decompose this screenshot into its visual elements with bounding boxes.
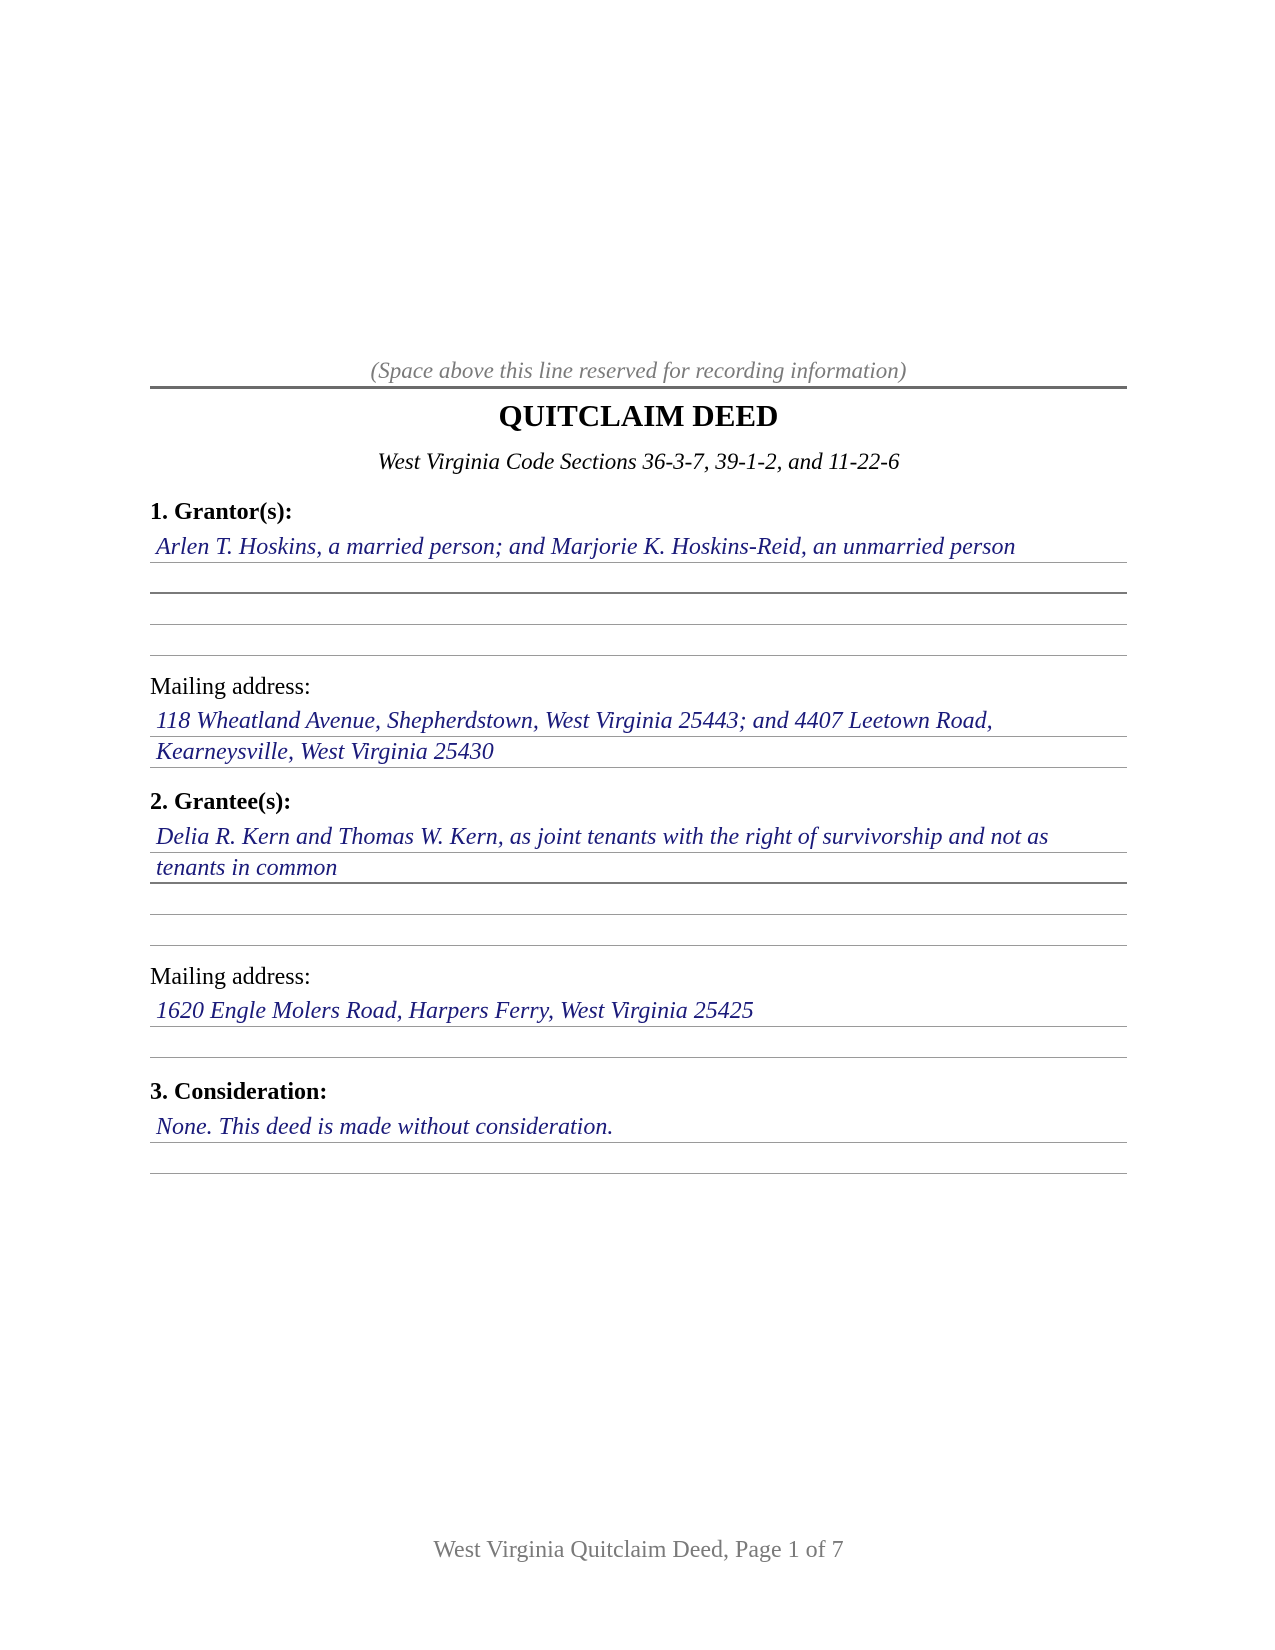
consideration-heading: 3. Consideration: bbox=[150, 1079, 328, 1105]
recording-reserved-note: (Space above this line reserved for recording information) bbox=[370, 358, 907, 383]
grantee-address-field[interactable] bbox=[150, 996, 1127, 1058]
grantor-names-field[interactable] bbox=[150, 532, 1127, 656]
document-title: QUITCLAIM DEED bbox=[498, 398, 779, 433]
consideration-text: None. This deed is made without consideration. bbox=[156, 1114, 614, 1140]
page-footer: West Virginia Quitclaim Deed, Page 1 of 7 bbox=[433, 1537, 844, 1563]
grantee-names-line2: tenants in common bbox=[156, 855, 338, 881]
grantor-address-line2: Kearneysville, West Virginia 25430 bbox=[156, 739, 494, 765]
grantee-names-line1: Delia R. Kern and Thomas W. Kern, as joint tenants with the right of survivorship and not as bbox=[156, 824, 1049, 850]
recording-divider bbox=[150, 386, 1127, 389]
grantee-names-field[interactable] bbox=[150, 822, 1127, 946]
blank-line bbox=[150, 625, 1127, 656]
document-subtitle: West Virginia Code Sections 36-3-7, 39-1-2, and 11-22-6 bbox=[377, 449, 900, 474]
blank-line bbox=[150, 1143, 1127, 1174]
grantor-mailing-label: Mailing address: bbox=[150, 674, 311, 700]
consideration-field[interactable] bbox=[150, 1112, 1127, 1174]
grantor-address-line1: 118 Wheatland Avenue, Shepherdstown, West Virginia 25443; and 4407 Leetown Road, bbox=[156, 708, 993, 734]
grantor-names: Arlen T. Hoskins, a married person; and Marjorie K. Hoskins-Reid, an unmarried person bbox=[156, 534, 1016, 560]
grantee-mailing-label: Mailing address: bbox=[150, 964, 311, 990]
blank-line bbox=[150, 594, 1127, 625]
blank-line bbox=[150, 884, 1127, 915]
blank-line bbox=[150, 563, 1127, 594]
blank-line bbox=[150, 1027, 1127, 1058]
grantee-address: 1620 Engle Molers Road, Harpers Ferry, West Virginia 25425 bbox=[156, 998, 754, 1024]
grantor-address-field[interactable] bbox=[150, 706, 1127, 768]
blank-line bbox=[150, 915, 1127, 946]
deed-page bbox=[150, 0, 1127, 1650]
grantor-heading: 1. Grantor(s): bbox=[150, 499, 293, 525]
grantee-heading: 2. Grantee(s): bbox=[150, 789, 292, 815]
